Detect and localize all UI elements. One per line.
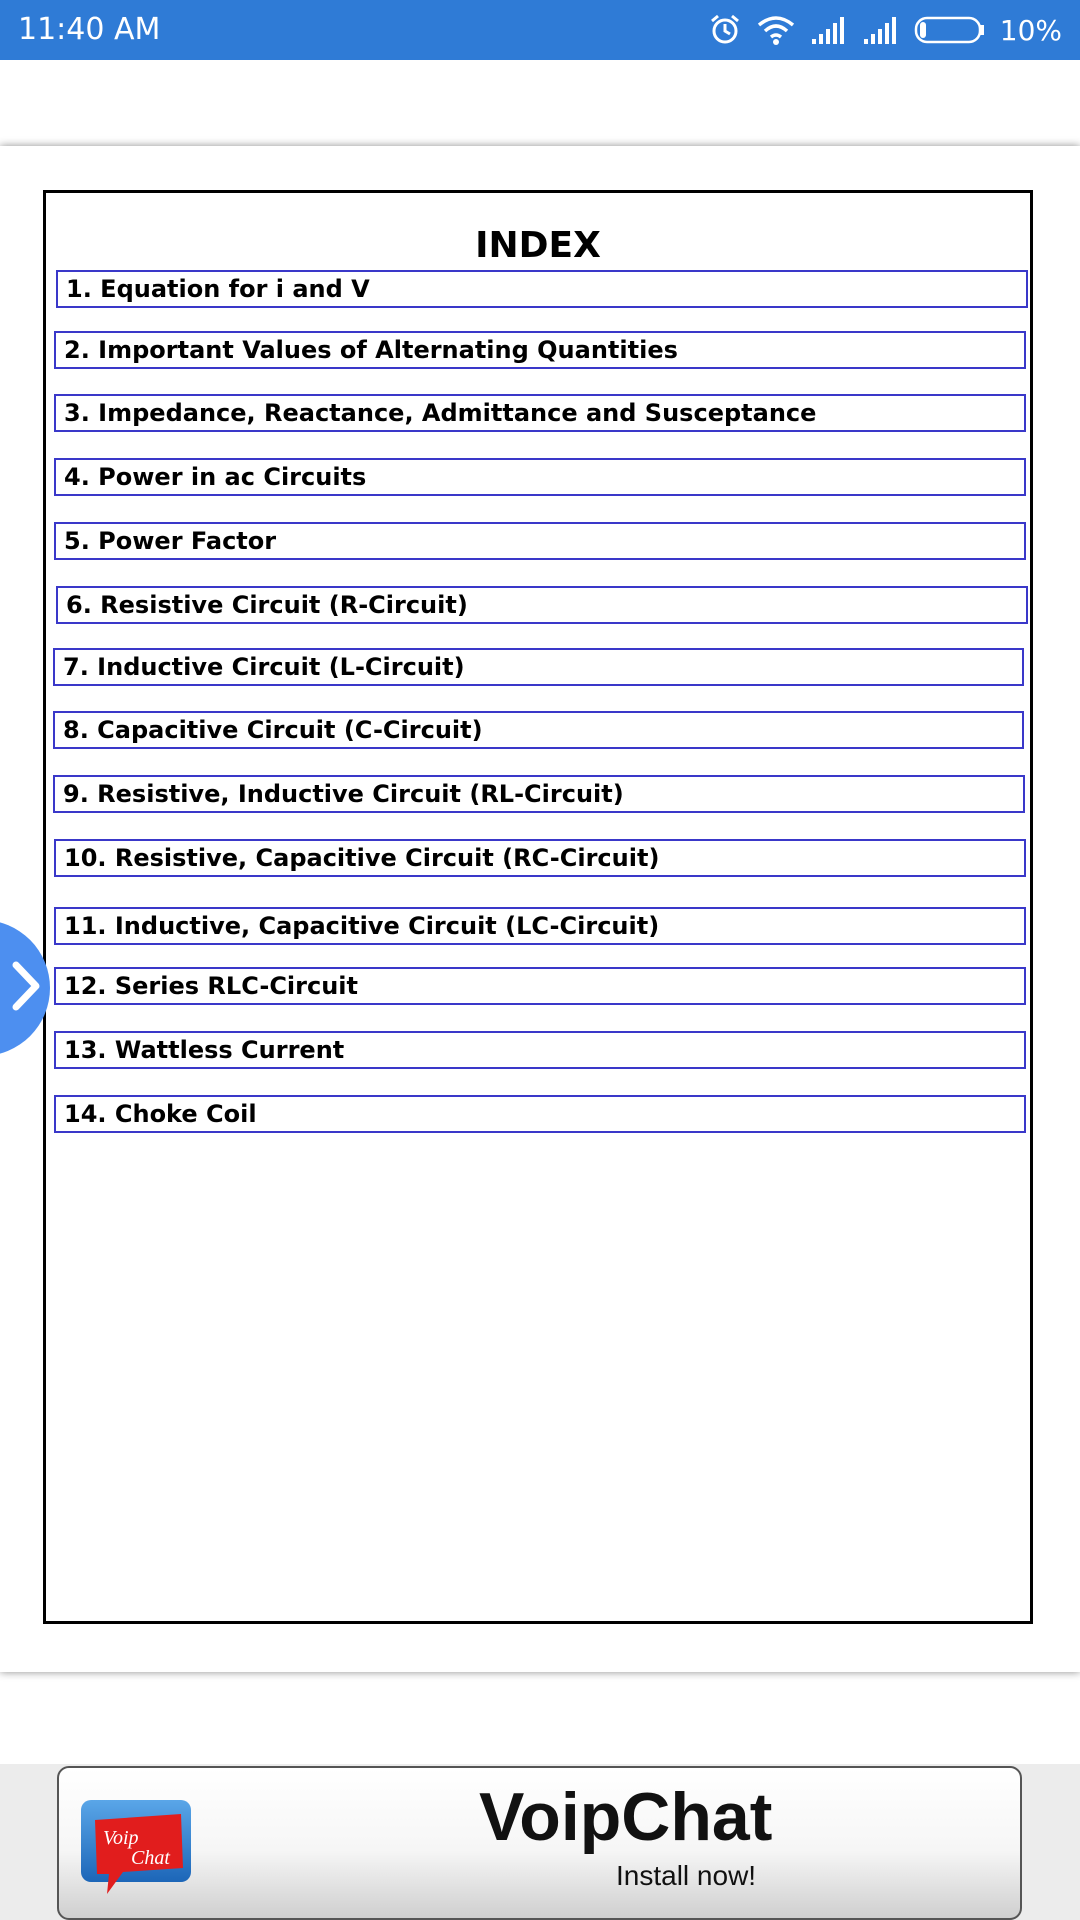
document-page (0, 146, 1080, 1672)
alarm-icon (708, 13, 742, 47)
index-title: INDEX (475, 225, 601, 266)
index-item[interactable]: 5. Power Factor (54, 522, 1026, 560)
ad-title: VoipChat (479, 1779, 773, 1855)
index-item[interactable]: 3. Impedance, Reactance, Admittance and Susceptance (54, 394, 1026, 432)
index-item[interactable]: 4. Power in ac Circuits (54, 458, 1026, 496)
status-time: 11:40 AM (18, 12, 161, 47)
index-item[interactable]: 11. Inductive, Capacitive Circuit (LC-Circuit) (54, 907, 1026, 945)
signal-icon (862, 15, 900, 45)
index-frame (43, 190, 1033, 1624)
index-item[interactable]: 8. Capacitive Circuit (C-Circuit) (53, 711, 1024, 749)
index-item[interactable]: 12. Series RLC-Circuit (54, 967, 1026, 1005)
index-item[interactable]: 9. Resistive, Inductive Circuit (RL-Circuit) (53, 775, 1025, 813)
ad-logo (77, 1798, 195, 1896)
index-item[interactable]: 6. Resistive Circuit (R-Circuit) (56, 586, 1028, 624)
svg-text:Voip: Voip (103, 1827, 139, 1849)
ad-install-cta[interactable]: Install now! (616, 1860, 757, 1891)
index-item[interactable]: 7. Inductive Circuit (L-Circuit) (53, 648, 1024, 686)
svg-text:Chat: Chat (131, 1847, 170, 1869)
index-item[interactable]: 13. Wattless Current (54, 1031, 1026, 1069)
index-item[interactable]: 14. Choke Coil (54, 1095, 1026, 1133)
wifi-icon (756, 14, 796, 46)
battery-icon (914, 15, 986, 45)
index-item[interactable]: 2. Important Values of Alternating Quantities (54, 331, 1026, 369)
index-item[interactable]: 10. Resistive, Capacitive Circuit (RC-Circuit) (54, 839, 1026, 877)
chevron-right-icon (8, 961, 44, 1016)
battery-level: 10% (999, 13, 1062, 47)
ad-banner[interactable] (57, 1766, 1022, 1920)
status-bar (0, 0, 1080, 60)
index-item[interactable]: 1. Equation for i and V (56, 270, 1028, 308)
status-icons (708, 0, 1062, 60)
signal-icon (810, 15, 848, 45)
